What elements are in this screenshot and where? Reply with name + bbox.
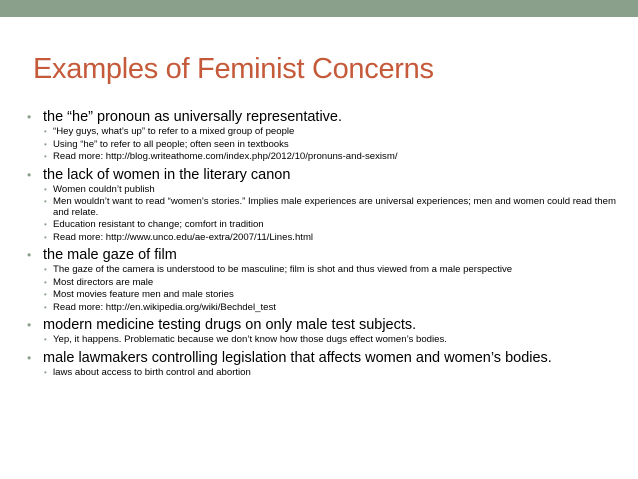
bullet-icon: • (27, 350, 32, 365)
sub-bullet-item (27, 233, 627, 244)
sub-bullet-item (27, 265, 627, 276)
bullet-item (27, 350, 627, 366)
bullet-icon: • (44, 232, 47, 242)
sub-bullet-text: The gaze of the camera is understood to be masculine; film is shot and thus viewed from a male perspective (53, 264, 513, 275)
bullet-icon: • (44, 290, 47, 299)
bullet-text: the “he” pronoun as universally representative. (43, 109, 343, 125)
sub-bullet-item (27, 140, 627, 151)
sub-bullet-text: Women couldn’t publish (53, 183, 155, 195)
sub-bullet-item (27, 303, 627, 314)
bullet-icon: • (44, 277, 47, 287)
bullet-icon: • (44, 220, 47, 229)
sub-bullet-item (27, 152, 627, 163)
sub-bullet-item (27, 335, 627, 346)
sub-bullet-text: Using “he” to refer to all people; often seen in textbooks (53, 138, 289, 150)
sub-bullet-item (27, 185, 627, 196)
bullet-icon: • (44, 197, 47, 206)
bullet-icon: • (44, 367, 47, 377)
header-accent-band (0, 0, 638, 17)
sub-bullet-item (27, 368, 627, 379)
bullet-text: the male gaze of film (43, 247, 177, 263)
sub-bullet-text: Read more: http://www.unco.edu/ae-extra/2007/11/Lines.html (53, 231, 314, 243)
bullet-icon: • (44, 302, 47, 312)
bullet-item (27, 317, 627, 333)
sub-bullet-text: Read more: http://en.wikipedia.org/wiki/Bechdel_test (53, 301, 276, 313)
sub-bullet-text: Education resistant to change; comfort in tradition (53, 219, 264, 230)
bullet-icon: • (44, 139, 47, 149)
bullet-item (27, 167, 627, 183)
bullet-icon: • (27, 110, 32, 124)
bullet-text: male lawmakers controlling legislation that affects women and women’s bodies. (43, 349, 552, 366)
bullet-icon: • (27, 248, 32, 262)
bullet-icon: • (44, 152, 47, 161)
sub-bullet-text: Yep, it happens. Problematic because we don’t know how those dugs effect women’s bodies. (53, 334, 447, 345)
slide-body (27, 109, 627, 378)
bullet-item (27, 109, 627, 125)
slide-title: Examples of Feminist Concerns (33, 53, 434, 85)
sub-bullet-text: “Hey guys, what’s up” to refer to a mixed group of people (53, 126, 295, 137)
bullet-item (27, 247, 627, 263)
bullet-icon: • (44, 335, 47, 344)
bullet-icon: • (27, 318, 32, 332)
sub-bullet-text: Most movies feature men and male stories (53, 289, 234, 300)
sub-bullet-item (27, 278, 627, 289)
sub-bullet-item (27, 290, 627, 301)
bullet-icon: • (44, 127, 47, 136)
sub-bullet-item (27, 127, 627, 138)
sub-bullet-text: Read more: http://blog.writeathome.com/index.php/2012/10/pronuns-and-sexism/ (53, 151, 398, 162)
sub-bullet-item (27, 197, 627, 218)
sub-bullet-item (27, 220, 627, 231)
sub-bullet-text: laws about access to birth control and abortion (53, 366, 251, 378)
sub-bullet-text: Most directors are male (53, 276, 154, 288)
bullet-icon: • (44, 184, 47, 194)
bullet-icon: • (27, 167, 32, 182)
bullet-text: modern medicine testing drugs on only male test subjects. (43, 317, 417, 333)
bullet-text: the lack of women in the literary canon (43, 166, 291, 183)
sub-bullet-text: Men wouldn’t want to read “women’s stories.” Implies male experiences are universal experiences; men and women could read them and relate. (53, 196, 616, 218)
bullet-icon: • (44, 265, 47, 274)
